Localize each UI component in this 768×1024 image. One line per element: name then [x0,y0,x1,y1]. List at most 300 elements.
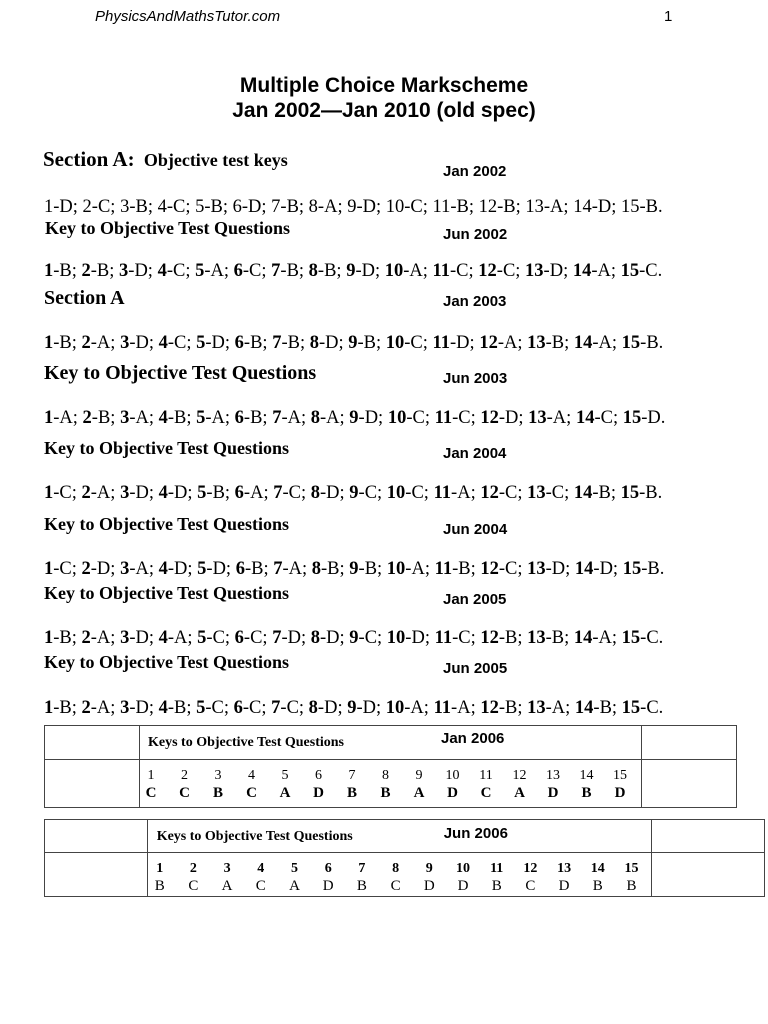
question-number: 6 [235,559,245,579]
question-number: 14 [573,333,593,353]
question-number: 2 [81,559,91,579]
table-cell-empty [45,820,148,853]
answer-letter: B [380,785,391,801]
question-number: 15 [620,197,640,217]
question-number: 7 [272,408,282,428]
question-number: 7 [271,261,281,281]
answer-item [158,261,196,281]
question-number: 8 [308,698,318,718]
answer-letter: B [581,785,592,801]
answer-item [480,628,527,648]
question-number: 2 [81,628,91,648]
question-number: 4 [157,261,167,281]
answer-grid-cell [147,853,652,897]
answer-item [480,408,528,428]
answer-letter: -A; [319,408,350,428]
answer-item [435,408,481,428]
answer-item [527,559,575,579]
question-number: 4 [257,861,265,876]
answer-letter: -C; [452,408,481,428]
answer-item [573,261,621,281]
answer-letter: -B; [206,483,235,503]
question-number: 4 [158,559,168,579]
answer-letter: -D; [450,333,480,353]
table-heading: Keys to Objective Test Questions [156,829,353,844]
answer-letter: B [356,878,367,894]
answer-item [44,698,82,718]
question-number: 13 [527,698,546,718]
answer-item [120,197,158,217]
answer-letter: -D; [498,408,529,428]
answer-item [433,197,479,217]
question-number: 7 [272,333,282,353]
answer-letter: -D. [641,408,666,428]
question-number: 10 [387,408,407,428]
answer-item [195,261,234,281]
question-number: 15 [621,628,641,648]
question-number: 8 [310,408,320,428]
answer-item [480,559,527,579]
answer-item [347,698,386,718]
answer-letter: -D; [319,628,350,648]
answer-letter: -D; [356,197,386,217]
question-number: 12 [479,333,498,353]
answer-grid-cell [140,760,642,808]
answer-item [120,483,159,503]
answer-letter: -D; [358,408,388,428]
answer-letter: -A; [205,408,235,428]
answer-letter: -C; [282,483,311,503]
answer-letter: -A; [90,698,121,718]
question-number: 8 [308,261,318,281]
answer-item [349,559,387,579]
answer-letter: C [188,878,199,894]
section-heading: Key to Objective Test Questions [45,218,290,238]
page-title: Multiple Choice Markscheme [239,74,529,97]
answer-letter: -B; [53,698,82,718]
table-cell-empty [642,760,737,808]
answer-item [349,408,388,428]
answer-letter: -B; [53,628,82,648]
answer-item [435,559,481,579]
question-number: 11 [434,408,453,428]
answer-letter: -C; [404,333,433,353]
answer-letter: B [592,878,603,894]
question-number: 8 [310,628,320,648]
answer-item [311,628,350,648]
question-number: 2 [81,333,91,353]
answer-item [272,628,311,648]
answer-letter: -D; [206,559,236,579]
answer-item [527,698,575,718]
answer-item [311,408,350,428]
answer-letter: -B; [317,261,347,281]
answer-letter: -C; [242,698,272,718]
answer-letter: -A; [281,408,311,428]
answer-letter: -A; [403,261,433,281]
answer-letter: D [322,878,334,894]
answer-letter: -A; [546,408,576,428]
answer-letter: -C; [167,333,197,353]
answer-letter: C [246,785,257,801]
answer-letter: -A; [204,261,234,281]
question-number: 7 [271,698,281,718]
answer-letter: D [313,785,324,801]
answer-item [271,197,309,217]
question-number: 14 [574,559,594,579]
question-number: 5 [197,483,207,503]
question-number: 11 [434,559,453,579]
answer-letter: -C; [242,261,272,281]
question-number: 5 [196,408,206,428]
question-number: 9 [349,408,359,428]
answer-item [574,628,622,648]
section-heading-label: Section A: [43,147,135,171]
answer-letter: -A; [451,483,481,503]
answer-letter: C [179,785,190,801]
answer-letter: -B; [592,483,621,503]
answer-letter: -B; [129,197,158,217]
site-header: PhysicsAndMathsTutor.com [95,8,281,25]
answer-letter: -D; [591,197,621,217]
answer-item [235,483,274,503]
answer-line [44,408,665,429]
answer-letter: -D; [318,333,349,353]
question-number: 13 [557,861,572,876]
question-number: 8 [308,197,318,217]
answer-line [44,197,663,218]
answer-letter: -C; [53,483,82,503]
question-number: 15 [613,768,627,783]
question-number: 6 [324,861,332,876]
answer-letter: -D; [205,333,235,353]
question-number: 2 [181,768,188,783]
answer-letter: -C; [205,698,234,718]
answer-letter: -B; [280,261,309,281]
answer-letter: B [491,878,502,894]
answer-letter: -B; [243,408,273,428]
answer-item [44,559,82,579]
answer-letter: D [457,878,469,894]
answer-letter: -D; [128,261,158,281]
answer-item [311,483,350,503]
question-number: 11 [432,197,451,217]
question-number: 5 [291,861,298,876]
answer-item [525,261,573,281]
answer-item [158,197,196,217]
answer-item [386,333,433,353]
answer-letter: A [221,878,233,894]
question-number: 4 [158,408,168,428]
answer-letter: -B; [321,559,350,579]
answer-letter: -D; [319,483,350,503]
question-number: 7 [273,559,283,579]
question-number: 8 [311,559,322,579]
question-number: 1 [44,559,54,579]
answer-letter: -D; [405,628,435,648]
answer-letter: -C; [243,628,273,648]
table-cell-empty [652,853,765,897]
question-number: 14 [590,861,605,876]
answer-item [233,197,272,217]
table-header-cell [140,726,642,760]
question-number: 13 [525,261,544,281]
answer-item [196,333,235,353]
answer-letter: -B; [280,197,309,217]
answer-letter: -D; [167,483,198,503]
answer-letter: -C; [496,261,526,281]
answer-item [159,628,198,648]
question-number: 6 [233,698,243,718]
answer-item [309,197,348,217]
question-number: 7 [271,197,281,217]
answer-item [44,408,83,428]
answer-letter: D [547,785,559,801]
section-heading: Key to Objective Test Questions [44,438,289,458]
answer-letter: -C; [545,483,574,503]
question-number: 9 [348,333,358,353]
answer-item [82,333,121,353]
question-number: 15 [621,698,641,718]
answer-letter: -D; [241,197,272,217]
answer-letter: -D; [545,559,575,579]
answer-item [622,333,664,353]
question-number: 5 [197,559,207,579]
answer-letter: -A; [282,559,312,579]
answer-letter: -C; [206,628,235,648]
answer-letter: -D; [129,628,159,648]
answer-item [159,483,198,503]
answer-item [310,333,349,353]
question-number: 2 [81,698,91,718]
answer-item [479,333,527,353]
answer-line [44,333,663,354]
answer-letter: -B; [498,698,528,718]
answer-line [44,559,664,580]
question-number: 1 [147,768,155,783]
question-number: 7 [358,861,366,876]
answer-item [527,628,574,648]
answer-item [387,628,435,648]
exam-date: Jun 2005 [443,660,508,677]
exam-date: Jan 2005 [443,591,507,608]
question-number: 7 [348,768,356,783]
answer-item [44,333,82,353]
answer-item [622,628,664,648]
question-number: 15 [620,261,640,281]
question-number: 4 [157,197,167,217]
answer-letter: -A; [129,408,159,428]
answer-item [235,628,273,648]
table-cell-empty [45,726,140,760]
answer-key-table [44,819,765,897]
question-number: 9 [346,261,356,281]
answer-item [195,197,233,217]
exam-date: Jan 2003 [443,293,507,310]
question-number: 4 [158,483,168,503]
answer-item [272,333,310,353]
answer-letter: B [626,878,637,894]
answer-item [576,408,623,428]
question-number: 10 [386,483,406,503]
question-number: 10 [385,197,405,217]
answer-item [197,559,236,579]
question-number: 1 [44,261,54,281]
answer-letter: -B; [53,333,82,353]
section-heading: Key to Objective Test Questions [44,652,289,672]
table-cell-empty [45,760,140,808]
answer-letter: -C; [53,559,82,579]
question-number: 15 [622,408,642,428]
answer-key-table [44,725,737,808]
question-number: 3 [120,197,130,217]
question-number: 15 [622,559,642,579]
question-number: 3 [214,768,222,783]
answer-letter: -B; [90,261,120,281]
answer-item [120,333,159,353]
answer-letter: -A; [90,628,121,648]
answer-item [527,333,574,353]
question-number: 3 [120,333,130,353]
answer-letter: -D; [355,261,385,281]
answer-letter: -B; [545,333,574,353]
answer-letter: C [255,878,266,894]
question-number: 14 [573,483,593,503]
answer-letter: D [558,878,570,894]
answer-letter: -D; [129,333,159,353]
answer-letter: -B; [91,408,121,428]
section-heading: Key to Objective Test Questions [44,583,289,603]
question-number: 13 [527,333,546,353]
answer-item [271,698,309,718]
answer-letter: -C; [405,483,434,503]
question-number: 11 [432,261,451,281]
answer-letter: -C. [639,261,663,281]
question-number: 8 [392,861,400,876]
question-number: 2 [81,483,91,503]
answer-letter: C [525,878,536,894]
answer-letter: -A; [53,408,83,428]
answer-item [346,261,385,281]
answer-letter: -A; [497,333,528,353]
question-number: 1 [44,483,54,503]
exam-date: Jun 2004 [443,521,508,538]
answer-item [272,408,311,428]
answer-item [83,408,121,428]
question-number: 4 [158,333,168,353]
answer-item [44,261,82,281]
table-heading: Keys to Objective Test Questions [148,735,344,750]
answer-letter: -D; [167,559,198,579]
question-number: 5 [195,197,205,217]
answer-letter: -B; [452,559,481,579]
answer-letter: A [289,878,300,894]
answer-letter: A [413,785,425,801]
page-number: 1 [664,8,673,25]
question-number: 12 [480,559,499,579]
question-number: 13 [527,628,546,648]
answer-letter: -A; [405,559,435,579]
answer-line [44,483,662,504]
answer-item [196,408,235,428]
exam-date: Jan 2006 [441,730,505,747]
answer-letter: -C; [498,483,528,503]
question-number: 9 [349,483,359,503]
question-number: 13 [546,768,560,783]
answer-item [387,559,435,579]
answer-letter: -A; [592,628,622,648]
answer-item [349,628,387,648]
question-number: 12 [478,261,497,281]
answer-item [574,483,621,503]
answer-item [83,197,121,217]
question-number: 14 [579,768,594,783]
answer-item [622,698,664,718]
answer-letter: -B; [357,333,386,353]
question-number: 12 [480,408,499,428]
answer-letter: -D; [543,261,573,281]
question-number: 3 [223,861,231,876]
answer-letter: -B; [167,408,197,428]
question-number: 10 [386,628,406,648]
answer-item [235,408,273,428]
answer-letter: -C; [404,197,433,217]
answer-letter: -D; [129,698,159,718]
question-number: 2 [81,261,91,281]
question-number: 5 [195,261,205,281]
answer-item [309,261,347,281]
answer-letter: -C; [280,698,309,718]
answer-letter: C [390,878,401,894]
answer-item [271,261,309,281]
question-number: 10 [386,559,406,579]
question-number: 2 [82,197,92,217]
answer-item [82,559,121,579]
answer-letter: A [279,785,291,801]
question-number: 2 [82,408,92,428]
answer-letter: -C; [406,408,435,428]
answer-letter: -B; [358,559,387,579]
table-cell-empty [652,820,765,853]
exam-date: Jun 2006 [443,825,508,842]
answer-item [82,698,121,718]
question-number: 9 [347,197,357,217]
answer-letter: -B; [498,628,528,648]
answer-letter: -A; [90,483,121,503]
question-number: 1 [44,698,54,718]
table-cell-empty [642,726,737,760]
answer-letter: -A; [129,559,159,579]
question-number: 3 [120,559,130,579]
answer-letter: -B; [281,333,310,353]
answer-item [196,698,234,718]
answer-letter: -B; [497,197,526,217]
answer-item [120,559,159,579]
question-number: 11 [432,333,451,353]
question-number: 3 [120,408,130,428]
question-number: 9 [425,861,433,876]
answer-line [44,628,663,649]
answer-item [387,483,434,503]
question-number: 15 [624,861,639,876]
answer-letter: -C; [450,261,479,281]
question-number: 5 [281,768,289,783]
question-number: 12 [478,197,498,217]
answer-letter: B [154,878,165,894]
question-number: 12 [480,483,499,503]
answer-letter: -A; [167,628,198,648]
answer-item [235,333,273,353]
